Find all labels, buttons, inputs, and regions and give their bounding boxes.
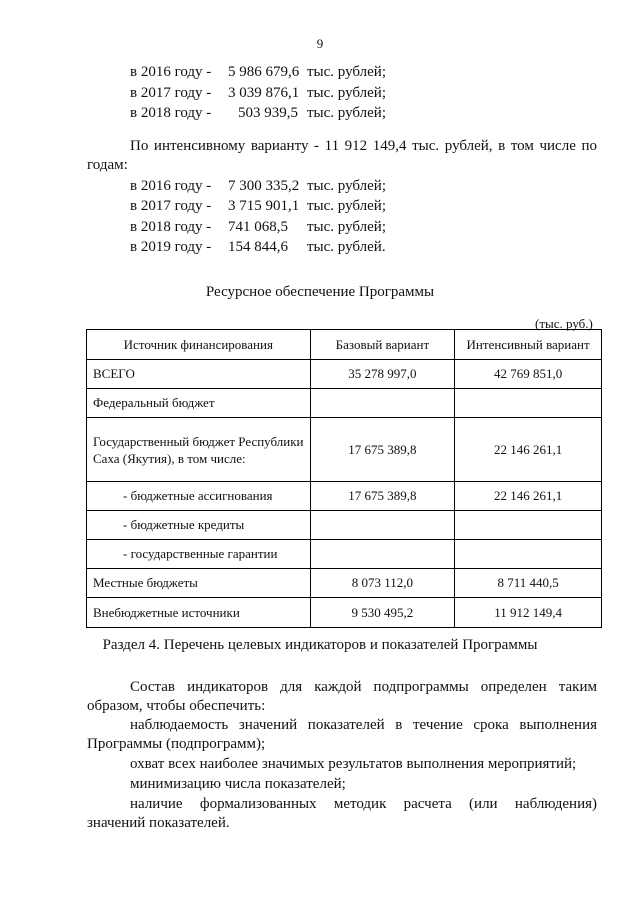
table-row — [87, 389, 602, 418]
para3: охват всех наиболее значимых результатов выполнения мероприятий; — [130, 756, 577, 772]
year-value: 154 844,6 — [228, 239, 288, 255]
table-row — [87, 511, 602, 540]
row-source: - бюджетные ассигнования — [87, 482, 311, 511]
row-basic — [310, 389, 455, 418]
row-source: Федеральный бюджет — [87, 389, 311, 418]
year-label: в 2017 году - — [130, 198, 212, 214]
resources-title: Ресурсное обеспечение Программы — [205, 284, 435, 300]
year-value: 741 068,5 — [228, 219, 288, 235]
row-intensive: 42 769 851,0 — [455, 360, 602, 389]
row-intensive: 8 711 440,5 — [455, 569, 602, 598]
year-unit: тыс. рублей; — [307, 198, 386, 214]
row-basic: 8 073 112,0 — [310, 569, 455, 598]
row-source: ВСЕГО — [87, 360, 311, 389]
row-basic: 35 278 997,0 — [310, 360, 455, 389]
para2-line2: Программы (подпрограмм); — [87, 736, 266, 752]
para1-line1: Состав индикаторов для каждой подпрограммы определен таким — [130, 679, 597, 695]
year-unit: тыс. рублей; — [307, 64, 386, 80]
row-intensive — [455, 389, 602, 418]
header-basic: Базовый вариант — [310, 330, 455, 360]
para2-line1: наблюдаемость значений показателей в течение срока выполнения — [130, 717, 597, 733]
header-source: Источник финансирования — [87, 330, 311, 360]
header-intensive: Интенсивный вариант — [455, 330, 602, 360]
section4-title: Раздел 4. Перечень целевых индикаторов и показателей Программы — [102, 637, 538, 653]
year-label: в 2016 году - — [130, 178, 212, 194]
year-label: в 2018 году - — [130, 219, 212, 235]
row-source: Местные бюджеты — [87, 569, 311, 598]
year-unit: тыс. рублей. — [307, 239, 386, 255]
row-source: - бюджетные кредиты — [87, 511, 311, 540]
row-intensive: 22 146 261,1 — [455, 418, 602, 482]
year-value: 3 715 901,1 — [228, 198, 300, 214]
year-label: в 2017 году - — [130, 85, 212, 101]
page-number: 9 — [316, 36, 324, 51]
year-label: в 2019 году - — [130, 239, 212, 255]
intensive-intro-line2: годам: — [87, 157, 128, 173]
para5-line2: значений показателей. — [87, 815, 230, 831]
table-row — [87, 598, 602, 628]
year-unit: тыс. рублей; — [307, 105, 386, 121]
row-source: Внебюджетные источники — [87, 598, 311, 628]
row-basic: 17 675 389,8 — [310, 482, 455, 511]
year-unit: тыс. рублей; — [307, 178, 386, 194]
year-value: 503 939,5 — [238, 105, 298, 121]
row-basic: 9 530 495,2 — [310, 598, 455, 628]
para1-line2: образом, чтобы обеспечить: — [87, 698, 266, 714]
table-row — [87, 569, 602, 598]
para4: минимизацию числа показателей; — [130, 776, 346, 792]
table-row — [87, 540, 602, 569]
resources-table — [86, 329, 602, 628]
table-header-row — [87, 330, 602, 360]
year-value: 3 039 876,1 — [228, 85, 300, 101]
units-note: (тыс. руб.) — [535, 316, 593, 331]
row-source: - государственные гарантии — [87, 540, 311, 569]
row-basic: 17 675 389,8 — [310, 418, 455, 482]
row-intensive — [455, 511, 602, 540]
row-intensive: 11 912 149,4 — [455, 598, 602, 628]
year-value: 7 300 335,2 — [228, 178, 300, 194]
year-unit: тыс. рублей; — [307, 219, 386, 235]
year-value: 5 986 679,6 — [228, 64, 300, 80]
row-source: Государственный бюджет Республики Саха (Якутия), в том числе: — [87, 418, 311, 482]
year-label: в 2018 году - — [130, 105, 212, 121]
intensive-intro-line1: По интенсивному варианту - 11 912 149,4 тыс. рублей, в том числе по — [130, 138, 597, 154]
row-basic — [310, 511, 455, 540]
year-label: в 2016 году - — [130, 64, 212, 80]
para5-line1: наличие формализованных методик расчета (или наблюдения) — [130, 796, 597, 812]
table-row — [87, 482, 602, 511]
row-basic — [310, 540, 455, 569]
table-row — [87, 418, 602, 482]
table-row — [87, 360, 602, 389]
row-intensive — [455, 540, 602, 569]
row-intensive: 22 146 261,1 — [455, 482, 602, 511]
year-unit: тыс. рублей; — [307, 85, 386, 101]
